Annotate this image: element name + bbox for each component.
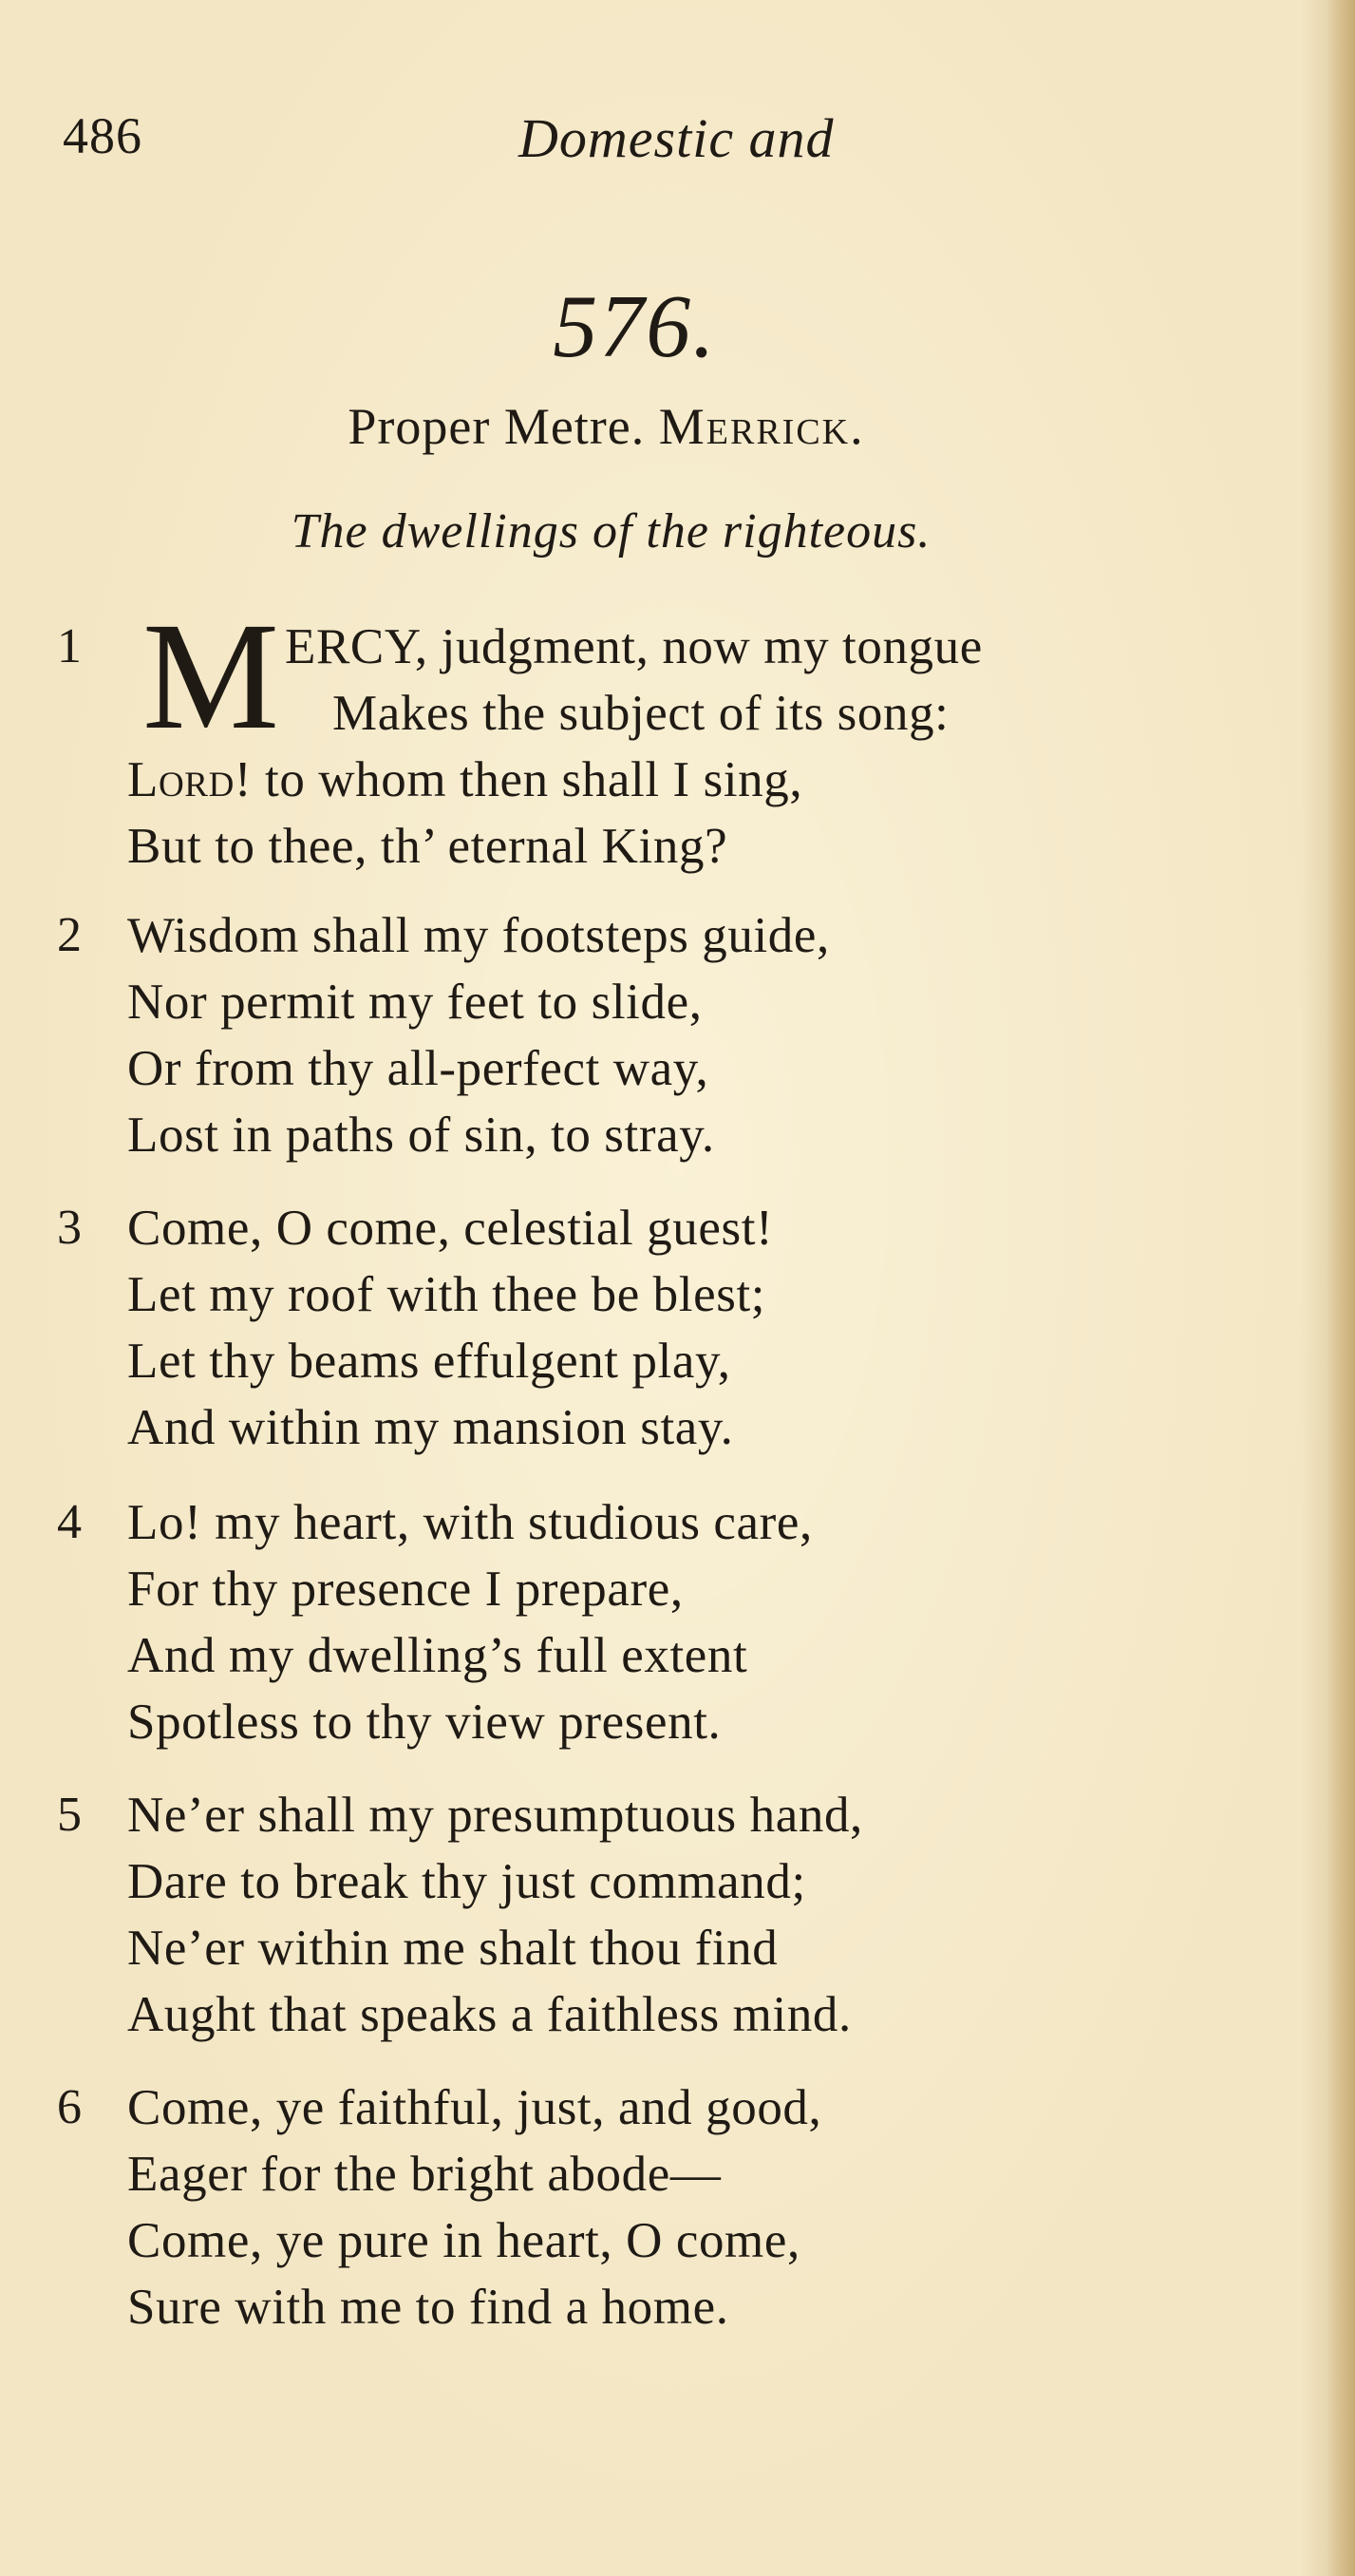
verse-number: 1	[57, 619, 82, 673]
running-head	[63, 106, 1031, 173]
verse-line: Spotless to thy view present.	[127, 1695, 722, 1750]
verse-line: Let my roof with thee be blest;	[127, 1267, 766, 1322]
verse-line	[127, 747, 802, 813]
verse-line: Let thy beams effulgent play,	[127, 1334, 731, 1389]
verse-line: Ne’er within me shalt thou find	[127, 1921, 779, 1976]
hymn-subtitle: The dwellings of the righteous.	[291, 504, 932, 559]
drop-cap: M	[142, 592, 280, 762]
verse-line: ERCY, judgment, now my tongue	[285, 619, 983, 674]
verse-line: Come, ye pure in heart, O come,	[127, 2213, 800, 2268]
verse-number: 4	[57, 1495, 82, 1549]
verse-number: 5	[57, 1788, 82, 1842]
verse-line: Aught that speaks a faithless mind.	[127, 1987, 852, 2042]
verse-line: For thy presence I prepare,	[127, 1562, 684, 1617]
verse-line: And my dwelling’s full extent	[127, 1628, 748, 1683]
verse-line: Eager for the bright abode—	[127, 2147, 722, 2202]
verse-number: 3	[57, 1201, 82, 1255]
verse-line: Come, ye faithful, just, and good,	[127, 2080, 822, 2135]
hymn-author: Merrick.	[658, 398, 865, 455]
verse-line: Dare to break thy just command;	[127, 1854, 806, 1909]
verse-line: Sure with me to find a home.	[127, 2280, 729, 2335]
page-number: 486	[63, 107, 142, 164]
meter-line	[0, 397, 1355, 456]
verse-line: Wisdom shall my footsteps guide,	[127, 908, 830, 963]
verse-line: Lo! my heart, with studious care,	[127, 1495, 813, 1550]
verse-line: Nor permit my feet to slide,	[127, 975, 703, 1030]
verse-line: Or from thy all-perfect way,	[127, 1041, 709, 1096]
verse-line-text: to whom then shall I sing,	[265, 752, 803, 807]
verse-number: 6	[57, 2080, 82, 2134]
verse-line: Ne’er shall my presumptuous hand,	[127, 1788, 863, 1843]
verse-line: And within my mansion stay.	[127, 1400, 734, 1455]
hymn-meter: Proper Metre.	[348, 398, 646, 455]
verse-line: But to thee, th’ eternal King?	[127, 819, 728, 874]
lord-word: Lord!	[127, 752, 253, 807]
hymn-number: 576.	[553, 277, 717, 376]
verse-line: Come, O come, celestial guest!	[127, 1201, 774, 1256]
verse-line: Lost in paths of sin, to stray.	[127, 1108, 715, 1163]
verse-line: Makes the subject of its song:	[332, 686, 950, 741]
page-edge-shadow	[1327, 0, 1355, 2576]
running-title: Domestic and	[518, 107, 835, 169]
verse-number: 2	[57, 908, 82, 962]
